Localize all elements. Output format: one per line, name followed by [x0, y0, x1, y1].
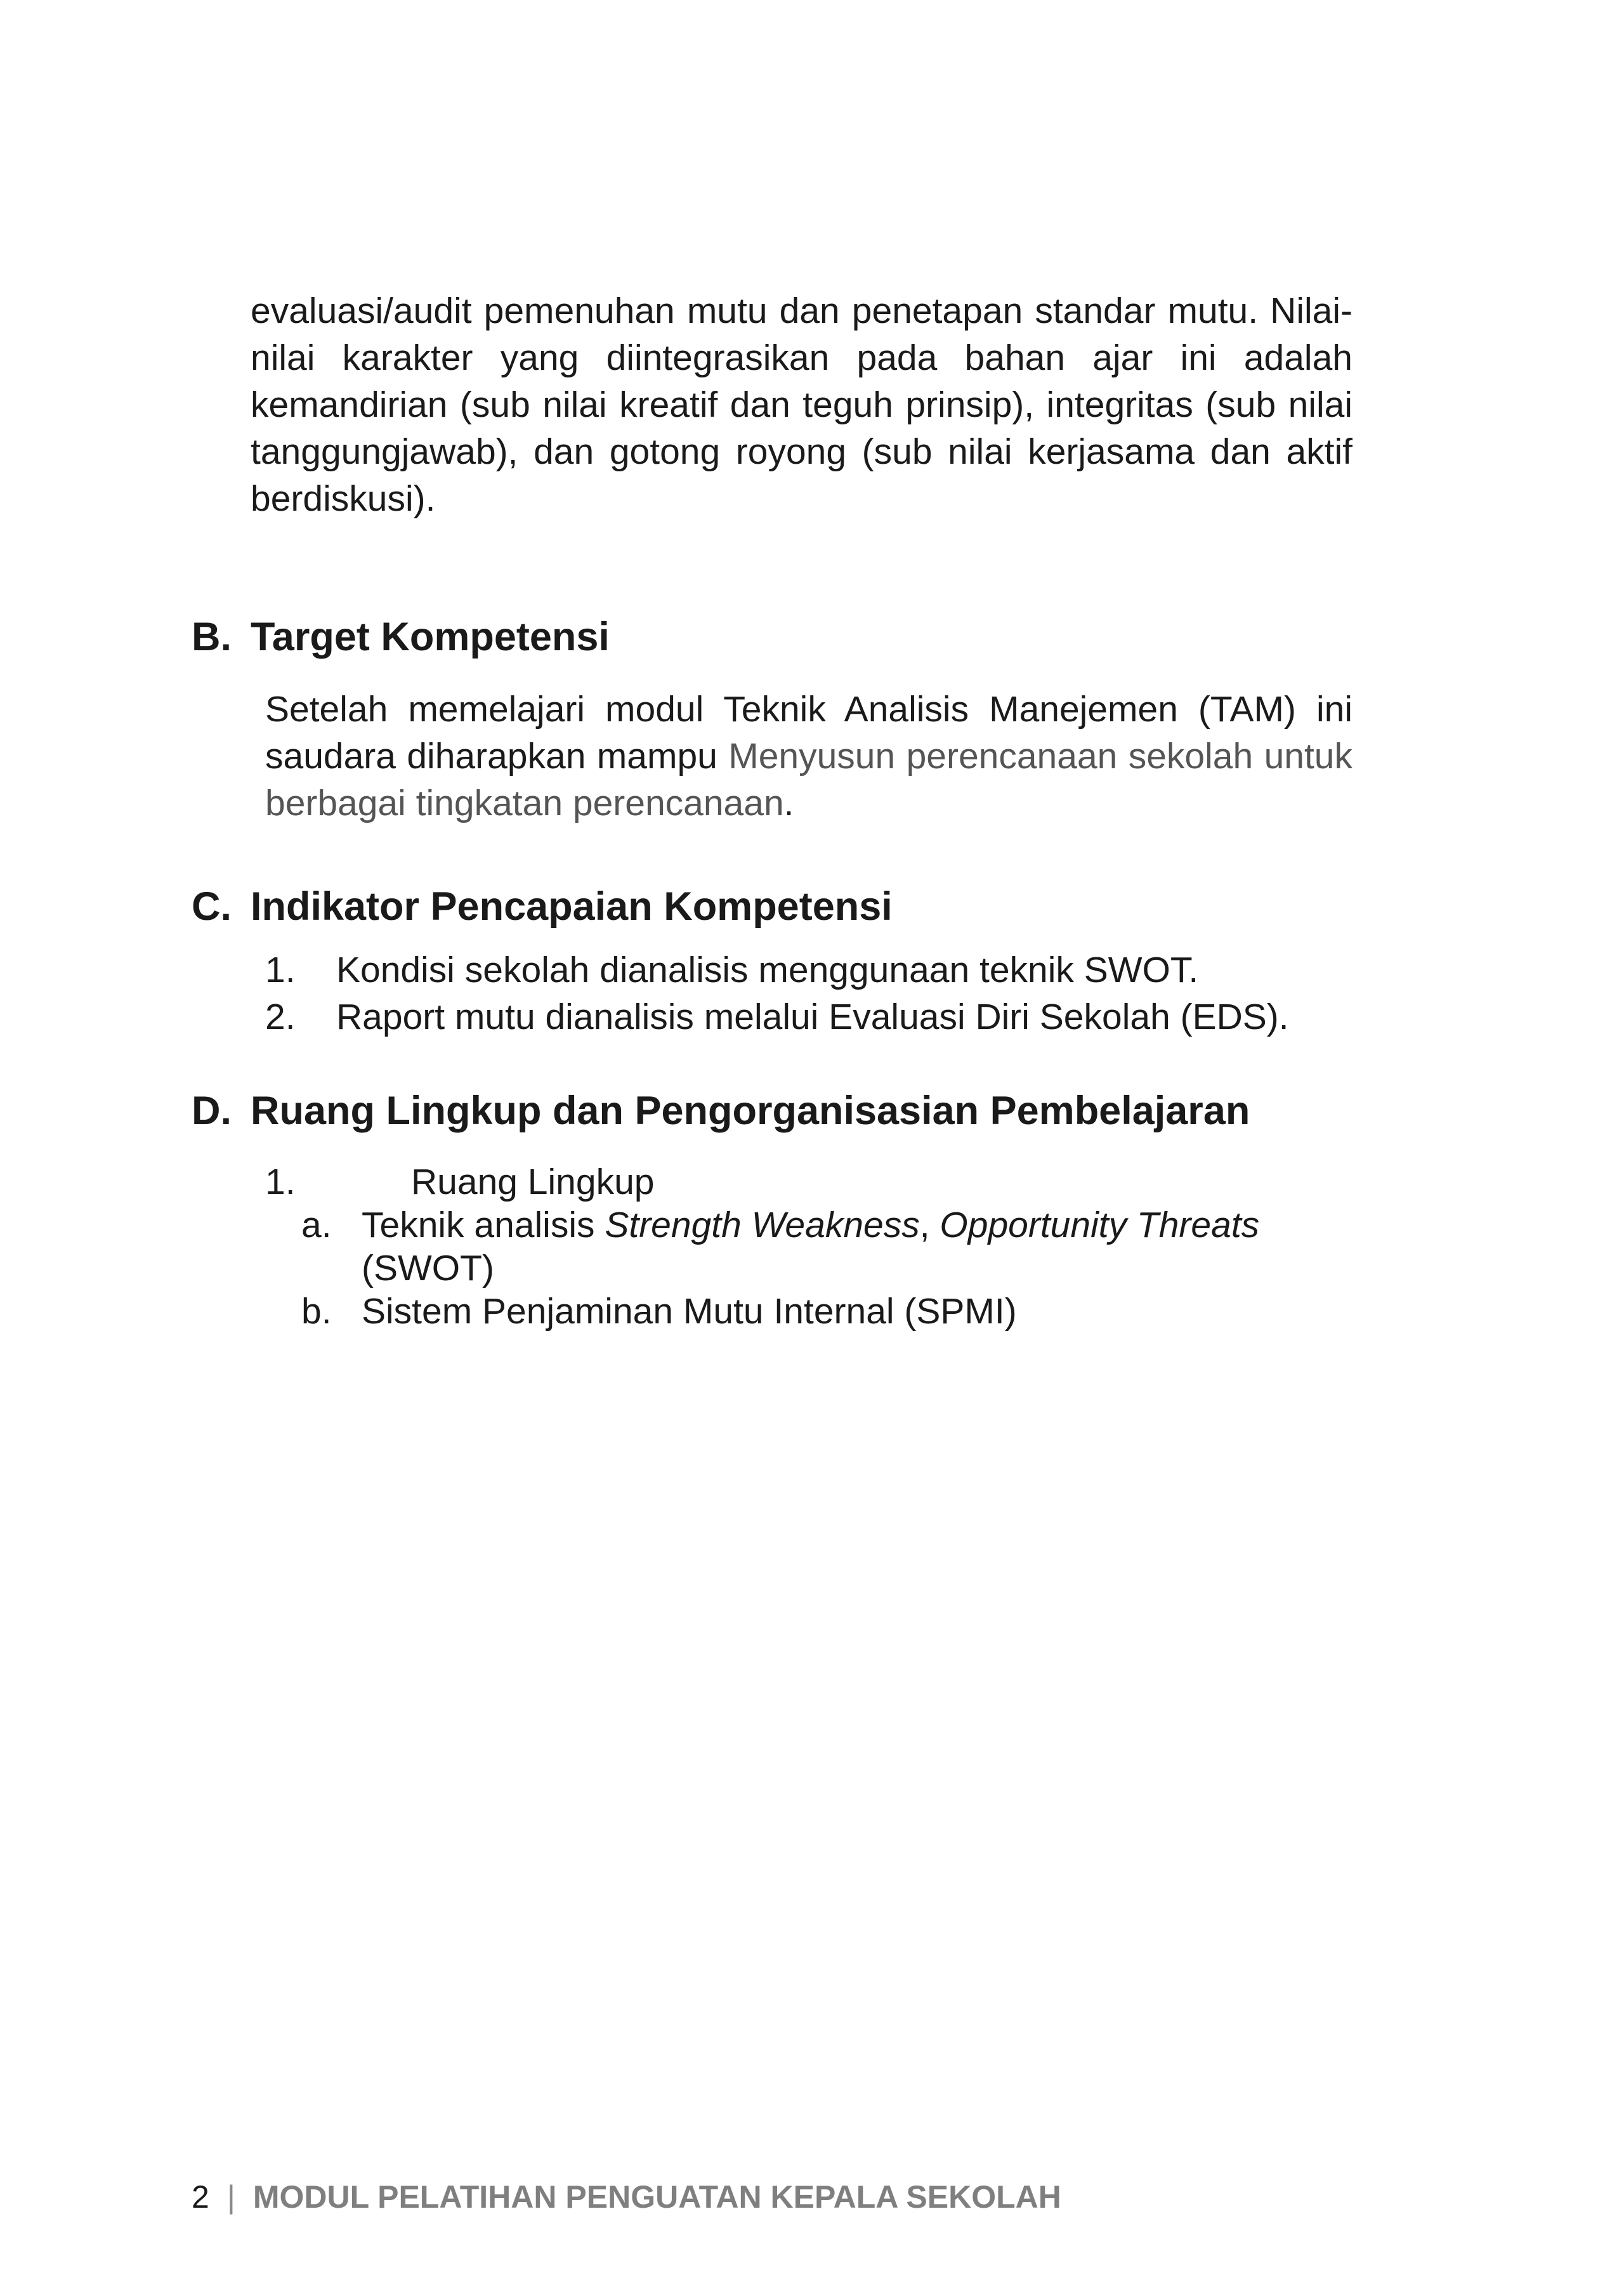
- sub-item-text: Sistem Penjaminan Mutu Internal (SPMI): [362, 1291, 1017, 1332]
- indicator-list: [265, 947, 1289, 1040]
- section-c-title: Indikator Pencapaian Kompetensi: [251, 884, 893, 929]
- list-item: [265, 947, 1289, 993]
- list-item-number: 2.: [265, 997, 296, 1037]
- sub-item-text-part: (SWOT): [362, 1248, 494, 1288]
- section-d-title: Ruang Lingkup dan Pengorganisasian Pembelajaran: [251, 1089, 1250, 1133]
- list-item-number: 1.: [265, 950, 296, 990]
- list-item: [265, 993, 1289, 1040]
- section-c-letter: C.: [192, 884, 232, 929]
- list-item-text: Raport mutu dianalisis melalui Evaluasi Diri Sekolah (EDS).: [336, 997, 1289, 1037]
- scope-title: Ruang Lingkup: [411, 1162, 655, 1202]
- section-d-letter: D.: [192, 1089, 232, 1133]
- scope-number: 1.: [265, 1162, 296, 1202]
- scope-sublist: [301, 1203, 1377, 1333]
- scope-heading: [265, 1160, 654, 1203]
- list-item: [301, 1290, 1377, 1333]
- section-c-heading: [192, 883, 893, 930]
- sub-item-italic: Opportunity Threats: [940, 1205, 1260, 1245]
- footer-separator: |: [226, 2179, 235, 2215]
- sub-item-text-part: ,: [919, 1205, 940, 1245]
- sub-item-text-part: Teknik analisis: [362, 1205, 605, 1245]
- list-item: [301, 1203, 1377, 1290]
- intro-paragraph: evaluasi/audit pemenuhan mutu dan penetapan standar mutu. Nilai-nilai karakter yang diintegrasikan pada bahan ajar ini adalah kemandirian (sub nilai kreatif dan teguh prinsip), integritas (sub nilai tanggungjawab), dan gotong royong (sub nilai kerjasama dan aktif berdiskusi).: [251, 291, 1352, 519]
- target-text-highlight: Menyusun perencanaan sekolah untuk berbagai tingkatan perencanaan: [265, 736, 1353, 823]
- sub-item-text: [362, 1203, 1377, 1290]
- target-text-part1: Setelah memelajari modul Teknik Analisis Manejemen (TAM) ini saudara diharapkan mampu: [265, 689, 1352, 777]
- sub-item-letter: a.: [301, 1205, 332, 1245]
- sub-item-letter: b.: [301, 1291, 332, 1332]
- section-b-title: Target Kompetensi: [251, 615, 610, 659]
- target-competency-paragraph: [265, 686, 1352, 827]
- list-item-text: Kondisi sekolah dianalisis menggunaan teknik SWOT.: [336, 950, 1199, 990]
- page-number: 2: [192, 2179, 209, 2215]
- section-b-letter: B.: [192, 615, 232, 659]
- footer-title: MODUL PELATIHAN PENGUATAN KEPALA SEKOLAH: [252, 2179, 1061, 2215]
- target-text-end: .: [783, 783, 794, 823]
- page-footer: [192, 2178, 1061, 2216]
- section-b-heading: [192, 613, 610, 660]
- sub-item-italic: Strength Weakness: [605, 1205, 920, 1245]
- section-d-heading: [192, 1087, 1250, 1134]
